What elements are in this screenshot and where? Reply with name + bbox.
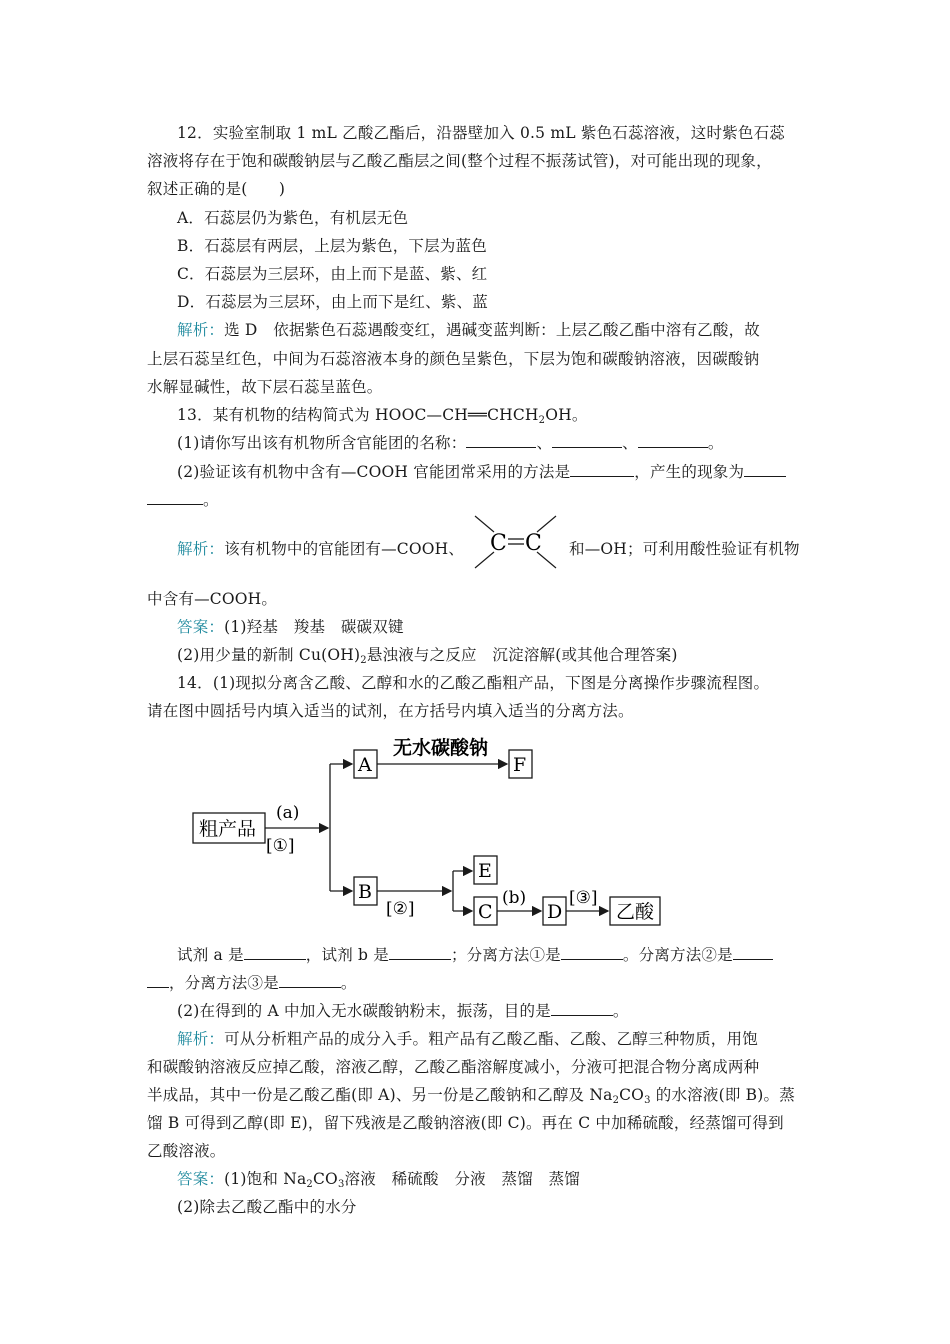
q12-option-a: A．石蕊层仍为紫色，有机层无色: [177, 209, 409, 227]
reagent-a-label: (a): [276, 803, 300, 823]
separator: 、: [536, 434, 553, 452]
answer-blank: [744, 462, 786, 477]
analysis-label: 解析：: [177, 1030, 225, 1048]
method-2-label: [②]: [386, 899, 415, 919]
q14-part2: [177, 999, 629, 1021]
method-1-label: [①]: [266, 836, 295, 856]
q14-stem-line1: 14．(1)现拟分离含乙酸、乙醇和水的乙酸乙酯粗产品，下图是分离操作步骤流程图。: [177, 674, 770, 692]
q13-part2-text2: ，产生的现象为: [634, 463, 745, 481]
q12-option-c: C．石蕊层为三层环，由上而下是蓝、紫、红: [177, 265, 488, 283]
answer-blank: [466, 433, 536, 448]
box-d-label: D: [547, 901, 563, 923]
answer-text-end: 悬浊液与之反应 沉淀溶解(或其他合理答案): [366, 646, 678, 664]
answer-text: CO: [312, 1170, 338, 1188]
q13-analysis-line1: [177, 537, 464, 559]
box-c-label: C: [478, 901, 493, 923]
subscript: 2: [612, 1095, 620, 1106]
crude-product-label: 粗产品: [199, 818, 257, 840]
q12-option-d: D．石蕊层为三层环，由上而下是红、紫、蓝: [177, 293, 488, 311]
fill-text: ；分离方法①是: [450, 946, 561, 964]
subscript: 2: [360, 655, 367, 666]
analysis-text: 选 D 依据紫色石蕊遇酸变红，遇碱变蓝判断：上层乙酸乙酯中溶有乙酸，故: [224, 321, 760, 339]
fill-text: 。分离方法②是: [622, 946, 733, 964]
box-a-label: A: [358, 754, 372, 776]
answer-blank: [279, 973, 341, 988]
q12-stem-line1: 12．实验室制取 1 mL 乙酸乙酯后，沿器壁加入 0.5 mL 紫色石蕊溶液，这时紫色石蕊: [177, 124, 785, 142]
q13-analysis-line1-cont: 和—OH；可利用酸性验证有机物: [569, 540, 800, 558]
q14-analysis-line3: [147, 1083, 795, 1106]
answer-blank: [389, 945, 451, 960]
subscript: 2: [306, 1179, 313, 1190]
answer-blank: [638, 433, 708, 448]
answer-text: (2)用少量的新制 Cu(OH): [177, 646, 361, 664]
acetic-acid-label: 乙酸: [616, 901, 655, 923]
box-b-label: B: [358, 881, 372, 903]
q13-stem: [177, 403, 588, 426]
q14-fill-line1: [177, 943, 773, 965]
answer-blank: [147, 490, 203, 505]
period: 。: [707, 434, 724, 452]
q12-analysis-line3: 水解显碱性，故下层石蕊呈蓝色。: [147, 378, 383, 396]
q14-analysis-line5: 乙酸溶液。: [147, 1142, 226, 1160]
q14-analysis-line2: 和碳酸钠溶液反应掉乙酸，溶液乙醇，乙酸乙酯溶解度减小，分液可把混合物分离成两种: [147, 1058, 760, 1076]
analysis-text: 该有机物中的官能团有—COOH、: [224, 540, 465, 558]
period: 。: [612, 1002, 629, 1020]
q12-stem-line2: 溶液将存在于饱和碳酸钠层与乙酸乙酯层之间(整个过程不振荡试管)，对可能出现的现象，: [147, 152, 772, 170]
answer-text: (1)饱和 Na: [224, 1170, 307, 1188]
fill-text: ，试剂 b 是: [305, 946, 389, 964]
analysis-label: 解析：: [177, 540, 225, 558]
fill-text: 试剂 a 是: [177, 946, 244, 964]
reagent-b-label: (b): [502, 888, 527, 908]
q13-answer1: [177, 615, 404, 637]
q14-answer1: [177, 1167, 580, 1190]
carbon-left: C: [490, 531, 507, 556]
analysis-text: 可从分析粗产品的成分入手。粗产品有乙酸乙酯、乙酸、乙醇三种物质，用饱: [224, 1030, 758, 1048]
answer-blank: [733, 945, 773, 960]
answer-text: (1)羟基 羧基 碳碳双键: [224, 618, 404, 636]
cc-double-bond-structure: [470, 510, 562, 574]
q13-analysis-line2: 中含有—COOH。: [147, 590, 278, 608]
q13-part1-text: (1)请你写出该有机物所含官能团的名称：: [177, 434, 467, 452]
answer-label: 答案：: [177, 1170, 225, 1188]
q14-stem-line2: 请在图中圆括号内填入适当的试剂，在方括号内填入适当的分离方法。: [147, 702, 634, 720]
q14-analysis-line4: 馏 B 可得到乙醇(即 E)，留下残液是乙酸钠溶液(即 C)。再在 C 中加稀硫酸，经蒸馏可得到: [147, 1114, 784, 1132]
method-3-label: [③]: [569, 888, 598, 908]
answer-blank: [244, 945, 306, 960]
analysis-text: 的水溶液(即 B)。蒸: [650, 1086, 795, 1104]
q13-stem-end: OH。: [545, 406, 588, 424]
q12-stem-line3: 叙述正确的是( ): [147, 180, 286, 198]
q13-answer2: [177, 643, 678, 666]
separator: 、: [622, 434, 638, 452]
box-f-label: F: [513, 754, 527, 776]
reagent-top-label: 无水碳酸钠: [393, 737, 489, 759]
q13-part1: [177, 431, 724, 453]
q13-stem-text: 13．某有机物的结构简式为 HOOC—CH══CHCH: [177, 406, 539, 424]
answer-text: 溶液 稀硫酸 分液 蒸馏 蒸馏: [344, 1170, 581, 1188]
fill-text: ，分离方法③是: [169, 974, 279, 992]
answer-blank: [570, 462, 634, 477]
q13-part2: [177, 460, 786, 482]
q13-part2-text: (2)验证该有机物中含有—COOH 官能团常采用的方法是: [177, 463, 571, 481]
period: 。: [340, 974, 357, 992]
separation-flowchart: [180, 735, 680, 935]
q13-part2-cont: [147, 488, 219, 510]
analysis-text: 半成品，其中一份是乙酸乙酯(即 A)、另一份是乙酸钠和乙醇及 Na: [147, 1086, 613, 1104]
subscript: 3: [337, 1179, 345, 1190]
answer-blank: [551, 1001, 613, 1016]
q12-analysis-line2: 上层石蕊呈红色，中间为石蕊溶液本身的颜色呈紫色，下层为饱和碳酸钠溶液，因碳酸钠: [147, 350, 760, 368]
carbon-right: C: [525, 531, 542, 556]
subscript: 2: [538, 415, 546, 426]
q12-analysis-line1: [177, 318, 760, 340]
subscript: 3: [644, 1095, 651, 1106]
q14-answer2: (2)除去乙酸乙酯中的水分: [177, 1198, 357, 1216]
analysis-text: CO: [619, 1086, 645, 1104]
period: 。: [203, 491, 219, 509]
answer-label: 答案：: [177, 618, 225, 636]
q14-part2-text: (2)在得到的 A 中加入无水碳酸钠粉末，振荡，目的是: [177, 1002, 551, 1020]
box-e-label: E: [478, 860, 492, 882]
q14-analysis-line1: [177, 1027, 758, 1049]
q12-option-b: B．石蕊层有两层，上层为紫色，下层为蓝色: [177, 237, 487, 255]
answer-blank: [552, 433, 622, 448]
answer-blank: [561, 945, 623, 960]
answer-blank: [147, 973, 169, 988]
q14-fill-line2: [147, 971, 357, 993]
analysis-label: 解析：: [177, 321, 225, 339]
